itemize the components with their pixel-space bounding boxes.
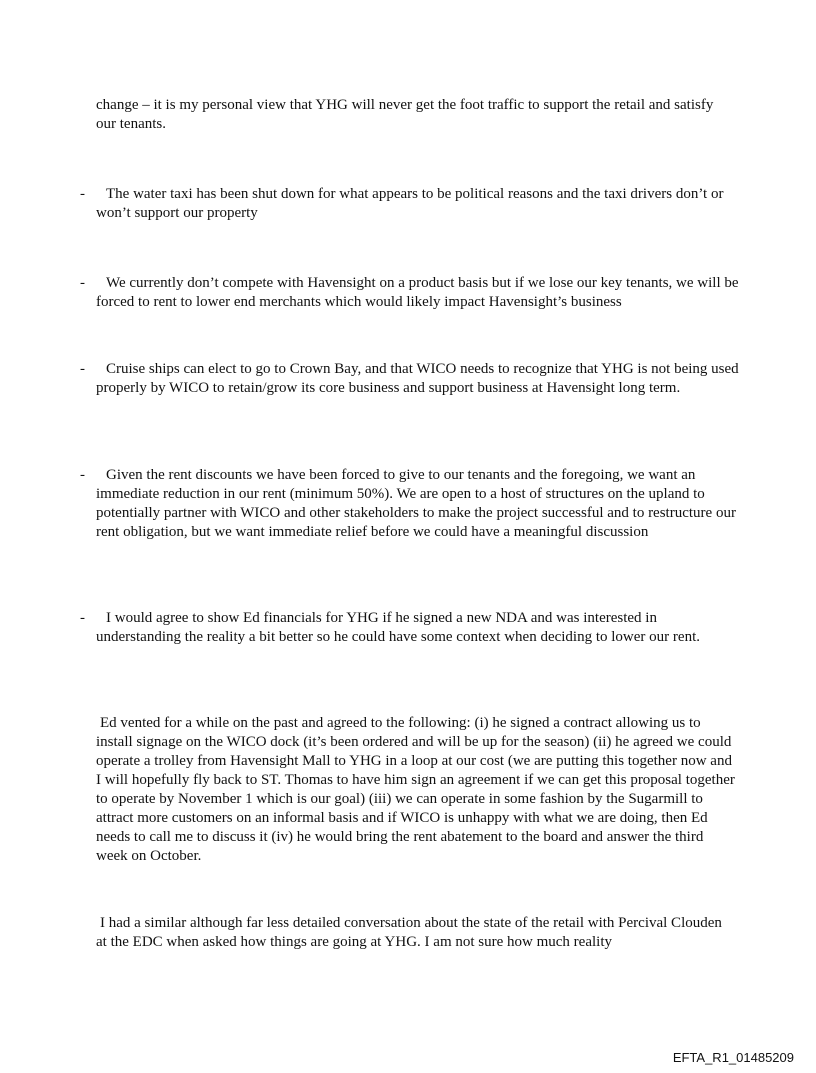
bullet-dash: -	[80, 610, 85, 626]
bullet-item-financials-nda	[80, 609, 740, 647]
bullet-text: Given the rent discounts we have been forced to give to our tenants and the foregoing, we want an immediate reduction in our rent (minimum 50%). We are open to a host of structures on the upland to potentially partner with WICO and other stakeholders to make the project successful and to restructure our rent obligation, but we want immediate relief before we could have a meaningful discussion	[96, 467, 736, 540]
bullet-item-havensight-compete	[80, 274, 740, 312]
bullet-dash: -	[80, 467, 85, 483]
bullet-text: Cruise ships can elect to go to Crown Bay, and that WICO needs to recognize that YHG is not being used properly by WICO to retain/grow its core business and support business at Havensight long term.	[96, 361, 739, 396]
bullet-text: I would agree to show Ed financials for YHG if he signed a new NDA and was interested in understanding the reality a bit better so he could have some context when deciding to lower our rent.	[96, 610, 700, 645]
paragraph-percival-clouden: I had a similar although far less detailed conversation about the state of the retail with Percival Clouden at the EDC when asked how things are going at YHG. I am not sure how much reality	[96, 915, 722, 950]
continuation-paragraph: change – it is my personal view that YHG will never get the foot traffic to support the retail and satisfy our tenants.	[96, 97, 714, 132]
bullet-text: The water taxi has been shut down for what appears to be political reasons and the taxi drivers don’t or won’t support our property	[96, 186, 724, 221]
bullet-dash: -	[80, 186, 85, 202]
bullet-item-water-taxi	[80, 185, 740, 223]
paragraph-ed-agreement: Ed vented for a while on the past and agreed to the following: (i) he signed a contract allowing us to install signage on the WICO dock (it’s been ordered and will be up for the season) (ii) he agreed we could operate a trolley from Havensight Mall to YHG in a loop at our cost (we are putting this together now and I will hopefully fly back to ST. Thomas to have him sign an agreement if we can get this proposal together to operate by November 1 which is our goal) (iii) we can operate in some fashion by the Sugarmill to attract more customers on an informal basis and if WICO is unhappy with what we are doing, then Ed needs to call me to discuss it (iv) he would bring the rent abatement to the board and answer the third week on October.	[96, 715, 735, 864]
bullet-dash: -	[80, 361, 85, 377]
bullet-dash: -	[80, 275, 85, 291]
bullet-text: We currently don’t compete with Havensight on a product basis but if we lose our key tenants, we will be forced to rent to lower end merchants which would likely impact Havensight’s business	[96, 275, 739, 310]
document-id-footer: EFTA_R1_01485209	[672, 1050, 794, 1065]
bullet-item-rent-reduction	[80, 466, 740, 542]
bullet-item-cruise-ships	[80, 360, 740, 398]
